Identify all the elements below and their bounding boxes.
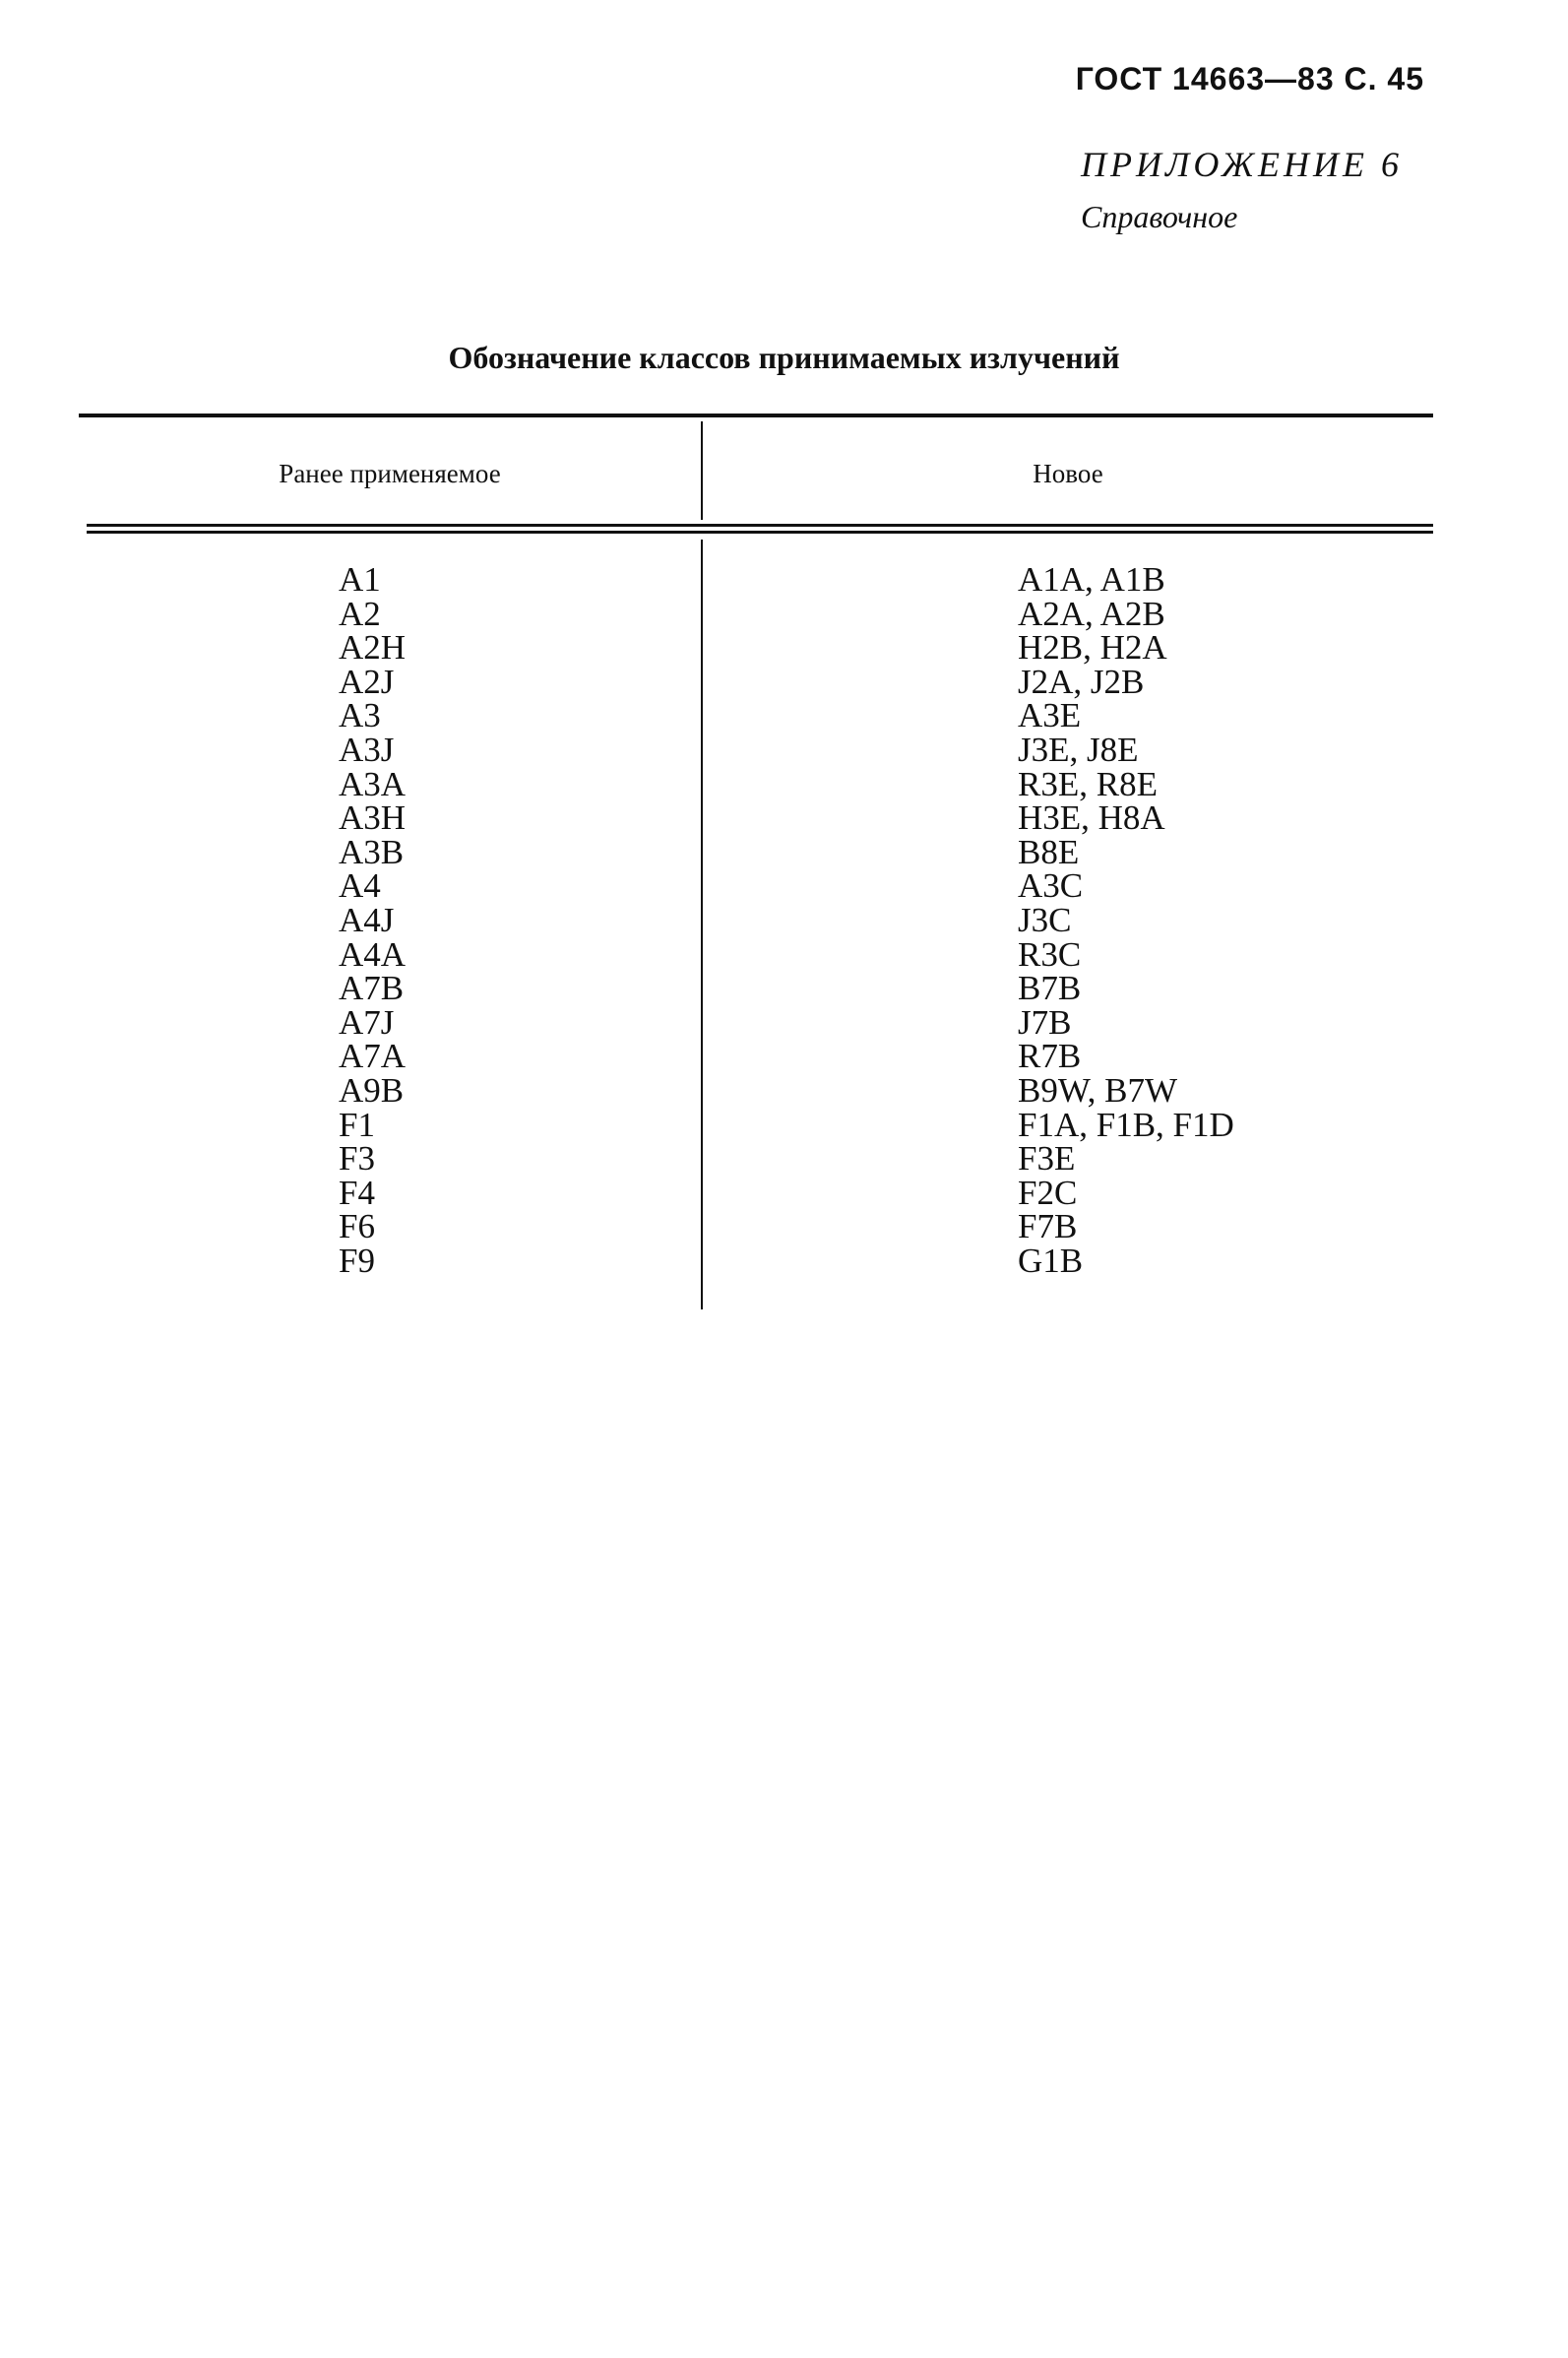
new-designation: R7B bbox=[1018, 1037, 1082, 1076]
new-designation: B7B bbox=[1018, 969, 1082, 1008]
column-header-new: Новое bbox=[1033, 459, 1103, 488]
old-designation: F4 bbox=[339, 1173, 375, 1212]
new-designation: J7B bbox=[1018, 1002, 1072, 1042]
old-designations-column bbox=[339, 560, 407, 1280]
new-designation: R3E, R8E bbox=[1018, 764, 1158, 803]
new-designation: F3E bbox=[1018, 1139, 1076, 1179]
table-top-rule bbox=[79, 414, 1433, 417]
old-designation: A2J bbox=[339, 662, 395, 701]
new-designation: R3C bbox=[1018, 934, 1082, 974]
new-designation: F2C bbox=[1018, 1173, 1078, 1212]
new-designation: A1A, A1B bbox=[1018, 560, 1165, 599]
old-designation: A2H bbox=[339, 628, 407, 668]
old-designation: A4 bbox=[339, 866, 381, 906]
old-designation: A3A bbox=[339, 764, 407, 803]
old-designation: A7A bbox=[339, 1037, 407, 1076]
appendix-type: Справочное bbox=[1081, 199, 1238, 234]
new-designations-column bbox=[1018, 560, 1234, 1280]
old-designation: F3 bbox=[339, 1139, 375, 1179]
table-title: Обозначение классов принимаемых излучений bbox=[448, 340, 1120, 375]
old-designation: A2 bbox=[339, 594, 381, 633]
new-designation: A3E bbox=[1018, 696, 1082, 735]
old-designation: F6 bbox=[339, 1207, 375, 1246]
page-header: ГОСТ 14663—83 С. 45 bbox=[1075, 61, 1424, 96]
new-designation: G1B bbox=[1018, 1241, 1084, 1280]
header-double-rule bbox=[87, 524, 1433, 534]
old-designation: A4J bbox=[339, 900, 395, 939]
old-designation: A7B bbox=[339, 969, 405, 1008]
new-designation: J3C bbox=[1018, 900, 1072, 939]
new-designation: B9W, B7W bbox=[1018, 1070, 1178, 1110]
old-designation: A3H bbox=[339, 798, 407, 838]
old-designation: A3J bbox=[339, 730, 395, 769]
old-designation: A3 bbox=[339, 696, 381, 735]
old-designation: F9 bbox=[339, 1241, 375, 1280]
new-designation: H3E, H8A bbox=[1018, 798, 1165, 838]
new-designation: J3E, J8E bbox=[1018, 730, 1139, 769]
body-column-divider bbox=[701, 540, 703, 1309]
appendix-label: ПРИЛОЖЕНИЕ 6 bbox=[1081, 145, 1403, 184]
old-designation: A1 bbox=[339, 560, 381, 599]
old-designation: A7J bbox=[339, 1002, 395, 1042]
old-designation: F1 bbox=[339, 1105, 375, 1144]
new-designation: J2A, J2B bbox=[1018, 662, 1145, 701]
new-designation: B8E bbox=[1018, 832, 1080, 871]
new-designation: F7B bbox=[1018, 1207, 1078, 1246]
new-designation: H2B, H2A bbox=[1018, 628, 1167, 668]
old-designation: A9B bbox=[339, 1070, 405, 1110]
old-designation: A3B bbox=[339, 832, 405, 871]
old-designation: A4A bbox=[339, 934, 407, 974]
new-designation: A2A, A2B bbox=[1018, 594, 1165, 633]
new-designation: A3C bbox=[1018, 866, 1084, 906]
column-header-old: Ранее применяемое bbox=[279, 459, 501, 488]
new-designation: F1A, F1B, F1D bbox=[1018, 1105, 1234, 1144]
